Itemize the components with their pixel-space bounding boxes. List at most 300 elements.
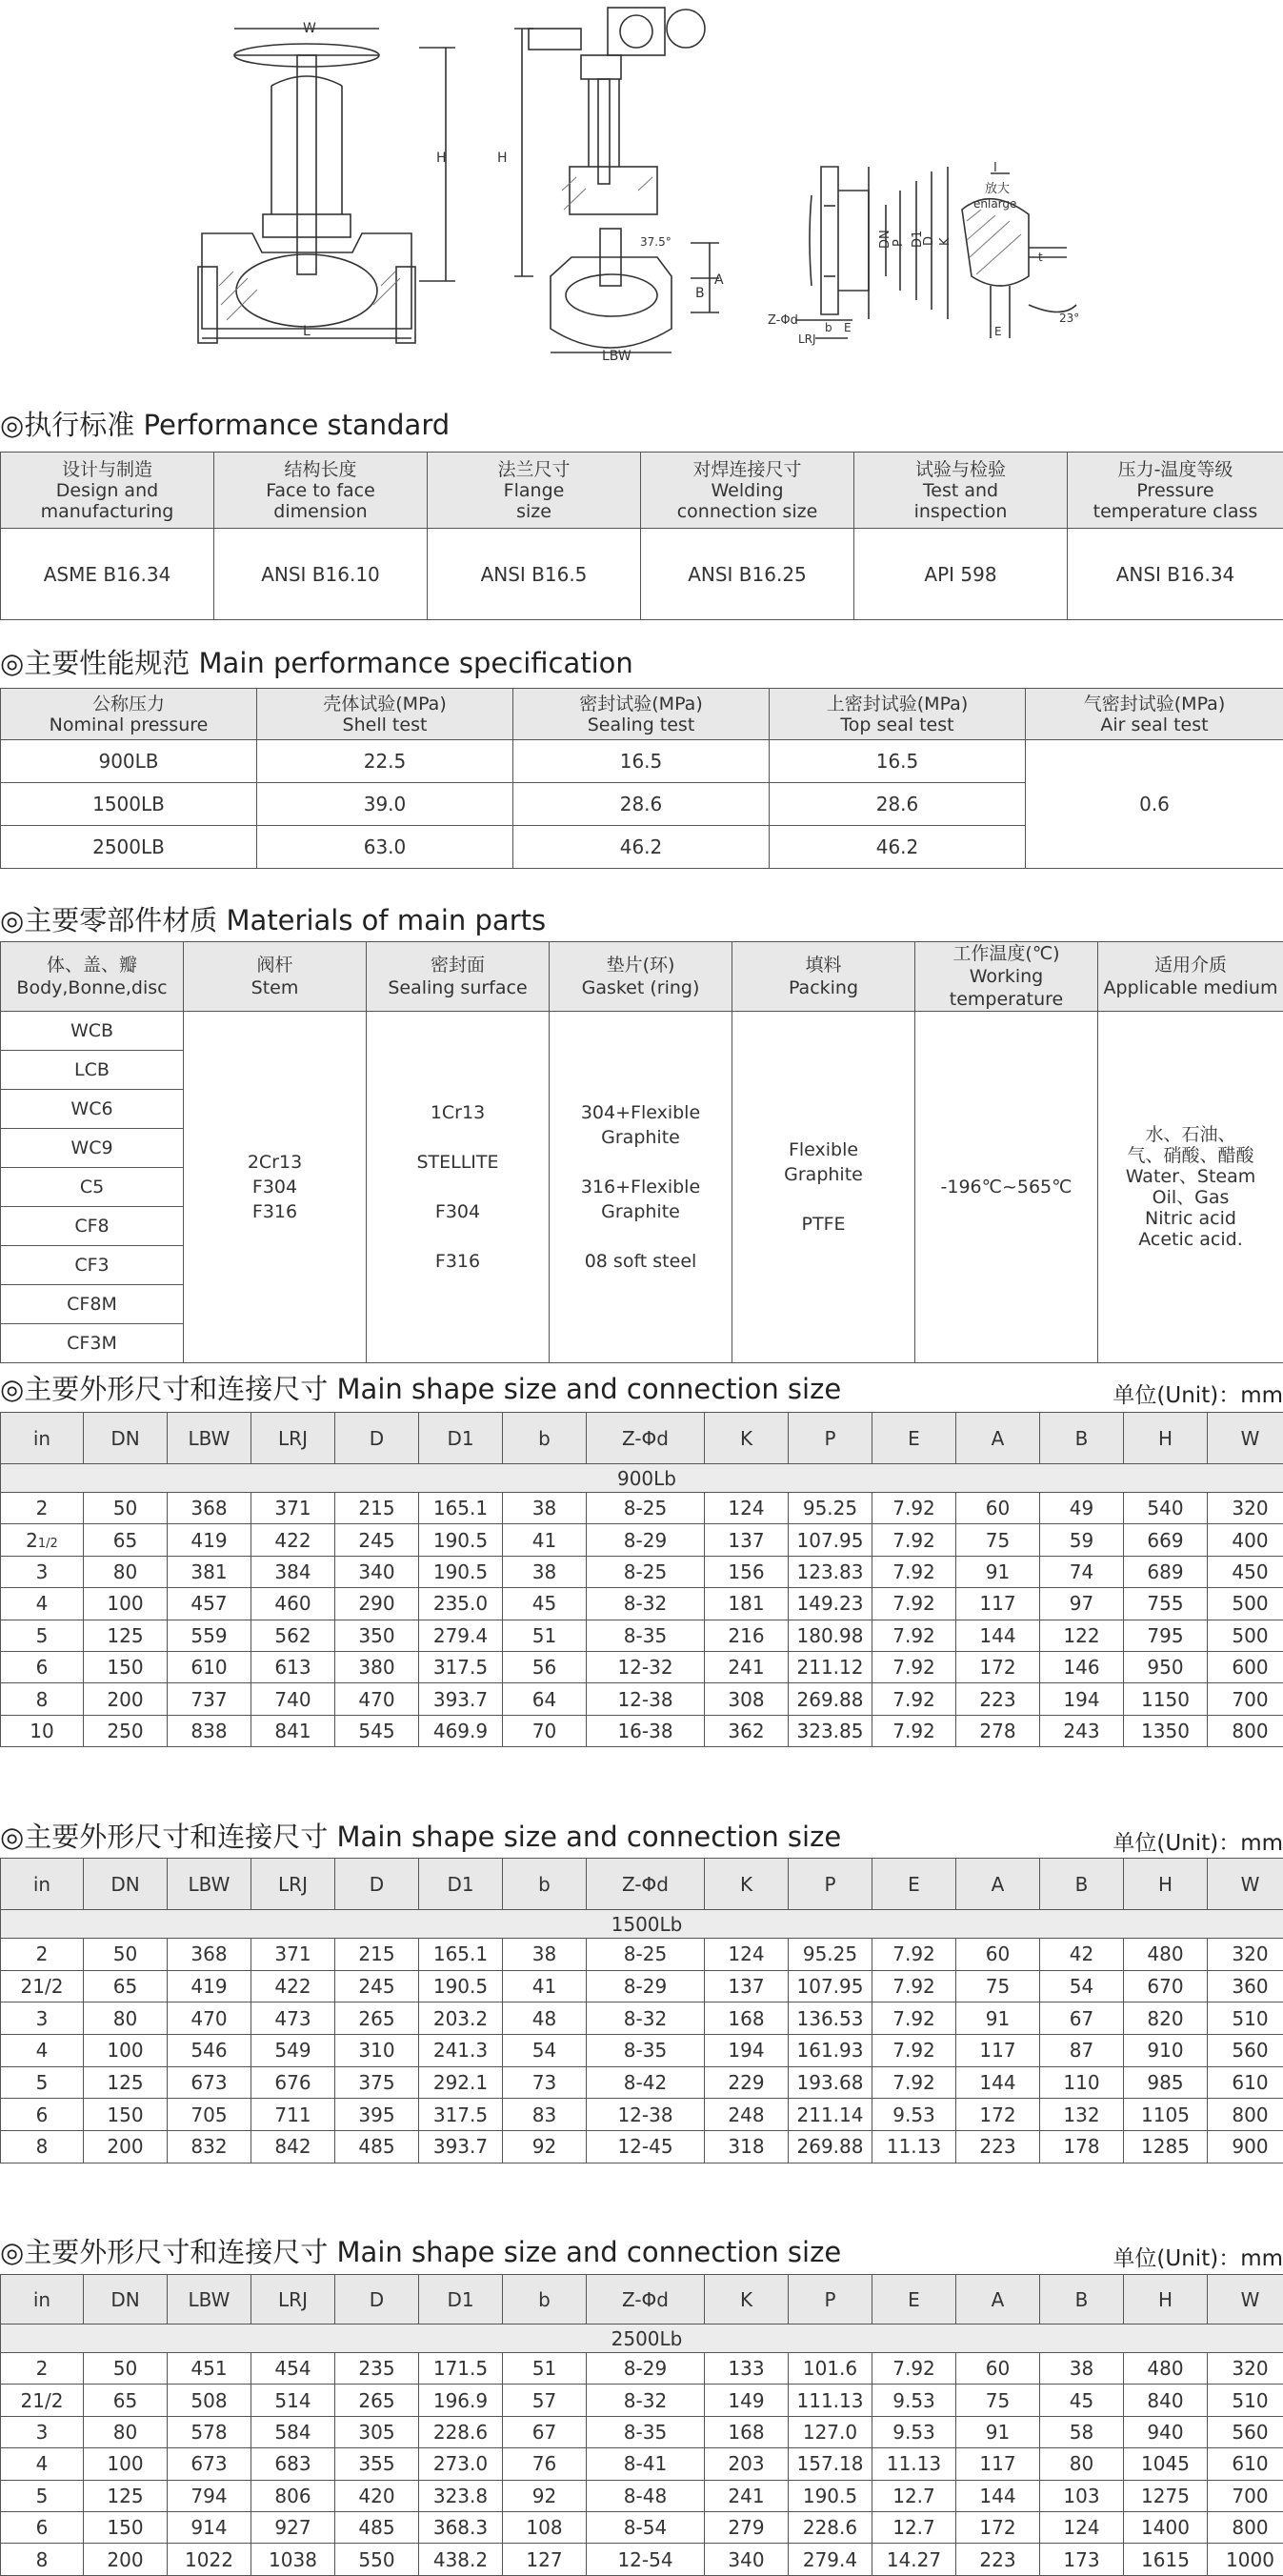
table-cell: 584 <box>251 2416 335 2447</box>
table-cell: 223 <box>956 2131 1040 2163</box>
table-cell: 12-38 <box>587 2099 705 2131</box>
header-cell: LBW <box>168 2275 251 2324</box>
table-cell: 8-42 <box>587 2066 705 2099</box>
header-cell: P <box>789 1413 872 1464</box>
table-cell: 422 <box>251 1970 335 2002</box>
materials-table <box>0 941 1283 1363</box>
table-cell: 100 <box>84 2448 168 2480</box>
table-cell: ANSI B16.25 <box>641 529 854 620</box>
header-cell: 设计与制造 Design and manufacturing <box>1 453 214 529</box>
table-cell: 50 <box>84 1493 168 1524</box>
table-cell: 11.13 <box>872 2131 956 2163</box>
table-cell: 83 <box>503 2099 587 2131</box>
table-cell: 8 <box>1 1683 84 1715</box>
table-cell: 8-35 <box>587 1620 705 1651</box>
table-row <box>1 1556 1283 1587</box>
table-row <box>1 2480 1283 2511</box>
table-cell: 38 <box>503 1556 587 1587</box>
header-cell: D1 <box>419 2275 503 2324</box>
header-cell: b <box>503 2275 587 2324</box>
table-cell: 700 <box>1208 1683 1283 1715</box>
actuated-valve-drawing <box>514 8 719 352</box>
table-cell: 676 <box>251 2066 335 2099</box>
header-cell: 体、盖、瓣 Body,Bonne,disc <box>1 942 184 1012</box>
table-cell: 393.7 <box>419 1683 503 1715</box>
section-title-performance-standard: ◎执行标准 Performance standard <box>0 404 450 443</box>
table-cell: 737 <box>168 1683 251 1715</box>
header-cell: 密封试验(MPa) Sealing test <box>513 689 770 740</box>
table-cell: 190.5 <box>419 1970 503 2002</box>
table-cell: 7.92 <box>872 1939 956 1971</box>
table-cell: 2 <box>1 1493 84 1524</box>
table-cell: 12-32 <box>587 1651 705 1682</box>
table-cell: 123.83 <box>789 1556 872 1587</box>
table-cell: 95.25 <box>789 1939 872 1971</box>
table-cell: 215 <box>335 1939 419 1971</box>
angle-label: 37.5° <box>640 235 672 249</box>
table-cell: ANSI B16.34 <box>1068 529 1283 620</box>
table-cell: 842 <box>251 2131 335 2163</box>
table-cell: 124 <box>1040 2511 1124 2543</box>
table-cell: 320 <box>1208 2353 1283 2385</box>
table-cell: 9.53 <box>872 2385 956 2416</box>
table-cell: 800 <box>1208 2511 1283 2543</box>
table-cell: 8-32 <box>587 1588 705 1620</box>
table-row <box>1 2416 1283 2447</box>
header-cell: 试验与检验 Test and inspection <box>854 453 1068 529</box>
table-cell: 360 <box>1208 1970 1283 2002</box>
table-cell: 480 <box>1124 2353 1208 2385</box>
table-cell: 248 <box>705 2099 789 2131</box>
dim-lbw-label: LBW <box>602 349 631 364</box>
table-cell: 5 <box>1 2480 84 2511</box>
table-cell: 318 <box>705 2131 789 2163</box>
dim-w-label: W <box>303 21 316 36</box>
table-cell: 165.1 <box>419 1939 503 1971</box>
table-cell: 21/2 <box>1 2385 84 2416</box>
table-cell: 450 <box>1208 1556 1283 1587</box>
table-cell: 97 <box>1040 1588 1124 1620</box>
table-cell: 368 <box>168 1939 251 1971</box>
section-title-dim-900: ◎主要外形尺寸和连接尺寸 Main shape size and connection size <box>0 1368 841 1407</box>
technical-drawings <box>0 0 1283 381</box>
table-cell: 157.18 <box>789 2448 872 2480</box>
table-cell: 46.2 <box>513 826 770 869</box>
dim-e2-label: E <box>994 325 1002 338</box>
table-cell: 914 <box>168 2511 251 2543</box>
table-cell: 149 <box>705 2385 789 2416</box>
header-cell: W <box>1208 1413 1283 1464</box>
table-cell: 100 <box>84 2035 168 2067</box>
table-cell: 194 <box>705 2035 789 2067</box>
section-title-materials: ◎主要零部件材质 Materials of main parts <box>0 899 546 938</box>
header-cell: D1 <box>419 1413 503 1464</box>
table-row <box>1 2544 1283 2575</box>
pressure-class-label: 1500Lb <box>1 1910 1283 1939</box>
table-cell: 265 <box>335 2002 419 2035</box>
medium-cell: 水、石油、 气、硝酸、醋酸 Water、Steam Oil、Gas Nitric acid Acetic acid. <box>1098 1012 1283 1363</box>
table-cell: 107.95 <box>789 1970 872 2002</box>
table-cell: 200 <box>84 2131 168 2163</box>
table-cell: 223 <box>956 2544 1040 2575</box>
table-cell: 454 <box>251 2353 335 2385</box>
body-material-cell: WCB <box>1 1012 184 1051</box>
dim-d-label: D <box>922 236 936 246</box>
table-cell: 7.92 <box>872 1620 956 1651</box>
table-row <box>1 2131 1283 2163</box>
table-cell: 125 <box>84 2480 168 2511</box>
table-cell: 117 <box>956 1588 1040 1620</box>
table-cell: 190.5 <box>419 1556 503 1587</box>
table-cell: 705 <box>168 2099 251 2131</box>
header-cell: 上密封试验(MPa) Top seal test <box>770 689 1026 740</box>
table-cell: 2500LB <box>1 826 257 869</box>
table-cell: 1045 <box>1124 2448 1208 2480</box>
table-cell: 9.53 <box>872 2099 956 2131</box>
stem-cell: 2Cr13 F304 F316 <box>184 1012 367 1363</box>
table-row <box>1 2353 1283 2385</box>
table-row <box>1 2511 1283 2543</box>
table-cell: 124 <box>705 1939 789 1971</box>
table-cell: 14.27 <box>872 2544 956 2575</box>
header-cell: Z-Φd <box>587 1413 705 1464</box>
table-header-row <box>1 689 1283 740</box>
table-cell: 6 <box>1 1651 84 1682</box>
table-cell: 317.5 <box>419 2099 503 2131</box>
table-cell: 117 <box>956 2035 1040 2067</box>
header-cell: A <box>956 1859 1040 1910</box>
table-cell: 194 <box>1040 1683 1124 1715</box>
table-cell: 395 <box>335 2099 419 2131</box>
header-cell: H <box>1124 1413 1208 1464</box>
table-cell: 144 <box>956 2480 1040 2511</box>
header-cell: b <box>503 1413 587 1464</box>
table-cell: 65 <box>84 1524 168 1556</box>
table-cell: 59 <box>1040 1524 1124 1556</box>
table-cell: 156 <box>705 1556 789 1587</box>
header-cell: D <box>335 1859 419 1910</box>
table-cell: 323.85 <box>789 1715 872 1746</box>
header-cell: 壳体试验(MPa) Shell test <box>257 689 513 740</box>
table-cell: 1000 <box>1208 2544 1283 2575</box>
table-cell: 5 <box>1 2066 84 2099</box>
table-cell: 8-29 <box>587 1524 705 1556</box>
unit-label-2500: 单位(Unit)：mm <box>1113 2241 1283 2272</box>
sealing-surface-cell: 1Cr13 STELLITE F304 F316 <box>367 1012 550 1363</box>
table-cell: 380 <box>335 1651 419 1682</box>
dim-dn-label: DN <box>878 230 892 249</box>
header-cell: in <box>1 2275 84 2324</box>
table-cell: 7.92 <box>872 1683 956 1715</box>
table-cell: 203.2 <box>419 2002 503 2035</box>
table-cell: 355 <box>335 2448 419 2480</box>
table-cell: 75 <box>956 1524 1040 1556</box>
table-cell: 350 <box>335 1620 419 1651</box>
table-cell: 308 <box>705 1683 789 1715</box>
header-cell: DN <box>84 2275 168 2324</box>
body-material-cell: WC9 <box>1 1129 184 1168</box>
header-cell: P <box>789 2275 872 2324</box>
table-cell: 8-25 <box>587 1556 705 1587</box>
dim-p-label: P <box>892 239 906 247</box>
header-cell: W <box>1208 2275 1283 2324</box>
table-cell: 45 <box>1040 2385 1124 2416</box>
table-cell: 144 <box>956 2066 1040 2099</box>
table-cell: 67 <box>1040 2002 1124 2035</box>
table-cell: 8 <box>1 2544 84 2575</box>
table-cell: 469.9 <box>419 1715 503 1746</box>
table-cell: 51 <box>503 1620 587 1651</box>
table-cell: 137 <box>705 1524 789 1556</box>
table-cell: 211.14 <box>789 2099 872 2131</box>
table-row <box>1 1524 1283 1556</box>
table-cell: 172 <box>956 2099 1040 2131</box>
table-cell: 7.92 <box>872 1970 956 2002</box>
table-cell: ANSI B16.10 <box>214 529 428 620</box>
table-cell: 190.5 <box>419 1524 503 1556</box>
body-material-cell: CF8M <box>1 1285 184 1324</box>
table-cell: 181 <box>705 1588 789 1620</box>
table-cell: 57 <box>503 2385 587 2416</box>
table-cell: 1150 <box>1124 1683 1208 1715</box>
table-cell: 320 <box>1208 1493 1283 1524</box>
table-cell: 103 <box>1040 2480 1124 2511</box>
body-material-cell: WC6 <box>1 1090 184 1129</box>
table-cell: 269.88 <box>789 2131 872 2163</box>
table-cell: 80 <box>1040 2448 1124 2480</box>
table-cell: 279.4 <box>419 1620 503 1651</box>
table-cell: 480 <box>1124 1939 1208 1971</box>
table-cell: 451 <box>168 2353 251 2385</box>
header-cell: in <box>1 1413 84 1464</box>
table-cell: 64 <box>503 1683 587 1715</box>
table-cell: 12-54 <box>587 2544 705 2575</box>
table-cell: 8-32 <box>587 2385 705 2416</box>
header-cell: K <box>705 1859 789 1910</box>
table-cell: 215 <box>335 1493 419 1524</box>
table-cell: 235 <box>335 2353 419 2385</box>
header-cell: H <box>1124 2275 1208 2324</box>
table-cell: 235.0 <box>419 1588 503 1620</box>
table-header-row <box>1 942 1283 1012</box>
table-cell: 124 <box>705 1493 789 1524</box>
table-cell: 76 <box>503 2448 587 2480</box>
table-cell: 203 <box>705 2448 789 2480</box>
table-cell: 56 <box>503 1651 587 1682</box>
table-cell: 265 <box>335 2385 419 2416</box>
table-cell: 250 <box>84 1715 168 1746</box>
fraction-label: 1/2 <box>38 1537 58 1551</box>
body-material-cell: CF8 <box>1 1207 184 1246</box>
table-cell: 290 <box>335 1588 419 1620</box>
table-cell: 1285 <box>1124 2131 1208 2163</box>
table-cell: 54 <box>503 2035 587 2067</box>
table-cell: 1400 <box>1124 2511 1208 2543</box>
header-cell: 工作温度(℃) Working temperature <box>915 942 1098 1012</box>
table-cell: 70 <box>503 1715 587 1746</box>
table-cell: 473 <box>251 2002 335 2035</box>
table-cell: 91 <box>956 1556 1040 1587</box>
zoom-cn-label: 放大 <box>985 181 1010 196</box>
table-cell: 245 <box>335 1970 419 2002</box>
table-cell: 127 <box>503 2544 587 2575</box>
table-cell: 514 <box>251 2385 335 2416</box>
table-header-row <box>1 1413 1283 1464</box>
table-cell: 400 <box>1208 1524 1283 1556</box>
table-cell: 578 <box>168 2416 251 2447</box>
table-cell: 8-29 <box>587 1970 705 2002</box>
header-cell: A <box>956 2275 1040 2324</box>
table-cell: 16.5 <box>513 740 770 783</box>
detail-i-label: I <box>993 161 997 175</box>
header-cell: 对焊连接尺寸 Welding connection size <box>641 453 854 529</box>
dim-b-label: B <box>695 286 705 301</box>
header-cell: H <box>1124 1859 1208 1910</box>
table-cell: 8-54 <box>587 2511 705 2543</box>
table-cell: 38 <box>503 1493 587 1524</box>
table-cell: 136.53 <box>789 2002 872 2035</box>
table-cell: 38 <box>1040 2353 1124 2385</box>
table-cell: 457 <box>168 1588 251 1620</box>
unit-label-900: 单位(Unit)：mm <box>1113 1378 1283 1409</box>
table-cell: 7.92 <box>872 1588 956 1620</box>
table-cell: 245 <box>335 1524 419 1556</box>
table-cell: 73 <box>503 2066 587 2099</box>
table-cell: 2 <box>1 1939 84 1971</box>
body-material-cell: C5 <box>1 1168 184 1207</box>
table-cell: 985 <box>1124 2066 1208 2099</box>
body-material-cell: CF3 <box>1 1246 184 1285</box>
table-cell: 1350 <box>1124 1715 1208 1746</box>
table-cell: 820 <box>1124 2002 1208 2035</box>
table-cell: 4 <box>1 1588 84 1620</box>
table-cell: 1038 <box>251 2544 335 2575</box>
header-cell: in <box>1 1859 84 1910</box>
table-cell: 8-48 <box>587 2480 705 2511</box>
table-cell: 10 <box>1 1715 84 1746</box>
table-cell: 2 <box>1 2353 84 2385</box>
table-cell: 171.5 <box>419 2353 503 2385</box>
header-cell: B <box>1040 1413 1124 1464</box>
table-cell: 340 <box>705 2544 789 2575</box>
header-cell: LBW <box>168 1413 251 1464</box>
table-cell: 101.6 <box>789 2353 872 2385</box>
table-cell: 12-45 <box>587 2131 705 2163</box>
section-title-dim-1500: ◎主要外形尺寸和连接尺寸 Main shape size and connection size <box>0 1816 841 1855</box>
table-cell: 87 <box>1040 2035 1124 2067</box>
table-cell: 12.7 <box>872 2480 956 2511</box>
header-cell: 法兰尺寸 Flange size <box>428 453 641 529</box>
body-material-cell: LCB <box>1 1051 184 1090</box>
table-row <box>1 1651 1283 1682</box>
table-cell: 65 <box>84 2385 168 2416</box>
table-row <box>1 740 1283 783</box>
table-cell: 673 <box>168 2066 251 2099</box>
header-cell: P <box>789 1859 872 1910</box>
table-cell: 610 <box>168 1651 251 1682</box>
table-cell: 273.0 <box>419 2448 503 2480</box>
table-cell: 755 <box>1124 1588 1208 1620</box>
header-cell: LRJ <box>251 1859 335 1910</box>
table-cell: 45 <box>503 1588 587 1620</box>
table-cell: 168 <box>705 2002 789 2035</box>
dimension-table-900lb <box>0 1412 1283 1747</box>
header-cell: E <box>872 2275 956 2324</box>
table-cell: 75 <box>956 2385 1040 2416</box>
table-cell: 550 <box>335 2544 419 2575</box>
table-cell: 165.1 <box>419 1493 503 1524</box>
dim-h2-label: H <box>497 151 508 166</box>
dim-a-label: A <box>714 272 724 288</box>
header-cell: DN <box>84 1413 168 1464</box>
table-cell: 546 <box>168 2035 251 2067</box>
table-cell: 900 <box>1208 2131 1283 2163</box>
table-row <box>1 1939 1283 1971</box>
header-cell: E <box>872 1413 956 1464</box>
table-cell: 1275 <box>1124 2480 1208 2511</box>
table-cell: 211.12 <box>789 1651 872 1682</box>
table-cell: 384 <box>251 1556 335 1587</box>
table-cell: 832 <box>168 2131 251 2163</box>
dim-h-label: H <box>436 151 447 166</box>
dimension-table-1500lb <box>0 1858 1283 2163</box>
table-cell: 669 <box>1124 1524 1208 1556</box>
body-material-cell: CF3M <box>1 1324 184 1363</box>
table-cell: 8-41 <box>587 2448 705 2480</box>
table-cell: 223 <box>956 1683 1040 1715</box>
table-cell: 292.1 <box>419 2066 503 2099</box>
dimension-table-2500lb <box>0 2274 1283 2576</box>
table-cell: 940 <box>1124 2416 1208 2447</box>
table-row <box>1 2035 1283 2067</box>
table-cell: 132 <box>1040 2099 1124 2131</box>
table-cell: 117 <box>956 2448 1040 2480</box>
table-cell: 60 <box>956 2353 1040 2385</box>
table-cell: 806 <box>251 2480 335 2511</box>
header-cell: D1 <box>419 1859 503 1910</box>
performance-spec-table <box>0 688 1283 869</box>
table-cell: 38 <box>503 1939 587 1971</box>
header-cell: 结构长度 Face to face dimension <box>214 453 428 529</box>
header-cell: A <box>956 1413 1040 1464</box>
table-cell: 107.95 <box>789 1524 872 1556</box>
table-header-row <box>1 2275 1283 2324</box>
table-cell: 16-38 <box>587 1715 705 1746</box>
table-cell: 50 <box>84 1939 168 1971</box>
zoom-en-label: enlarge <box>973 197 1016 211</box>
dim-b-small-label: b <box>825 321 832 334</box>
table-cell: 241 <box>705 2480 789 2511</box>
table-cell: 173 <box>1040 2544 1124 2575</box>
table-cell: API 598 <box>854 529 1068 620</box>
table-cell: 419 <box>168 1524 251 1556</box>
table-cell: 559 <box>168 1620 251 1651</box>
table-cell: 371 <box>251 1493 335 1524</box>
table-cell: 63.0 <box>257 826 513 869</box>
table-cell: 108 <box>503 2511 587 2543</box>
table-row <box>1 1588 1283 1620</box>
table-cell: 16.5 <box>770 740 1026 783</box>
header-cell: LBW <box>168 1859 251 1910</box>
table-cell: 278 <box>956 1715 1040 1746</box>
table-cell: 6 <box>1 2099 84 2131</box>
table-cell: 172 <box>956 1651 1040 1682</box>
header-cell: 阀杆 Stem <box>184 942 367 1012</box>
pressure-class-label: 2500Lb <box>1 2324 1283 2353</box>
table-cell: 470 <box>335 1683 419 1715</box>
table-cell: 137 <box>705 1970 789 2002</box>
dim-l-label: L <box>303 324 311 339</box>
